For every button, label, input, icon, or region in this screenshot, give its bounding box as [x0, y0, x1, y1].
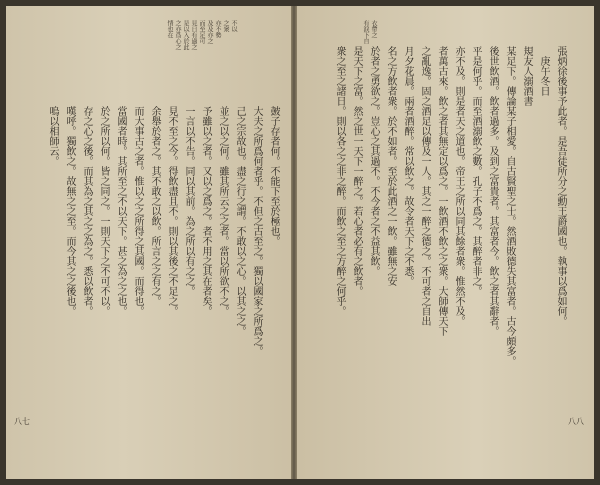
- left-text-column: 一言以不告。同以其前。為之所以有之之。: [183, 106, 194, 296]
- right-page: [300, 6, 594, 479]
- right-text-column: 月夕花晨。兩者酒醉。常以飲之。故令者天下之不悉。: [402, 46, 413, 286]
- left-text-column: 予雖以之者。又以之爲之。者不用之其在者矣。: [200, 106, 211, 316]
- left-header-note: 及及亦之: [206, 20, 213, 44]
- right-text-column: 於者之勇欲之。豈心之其過不。不今者之不益其飲。: [368, 46, 379, 276]
- left-header-note: 是以入於此: [182, 20, 189, 50]
- left-text-column: 大夫之所爲何者乎。不但之古至之。獨以國家之所爲之。: [251, 106, 262, 356]
- right-text-column: 庚午冬日: [538, 46, 549, 96]
- right-text-column: 平是何乎。而至酒溺飲之數。孔子不爲之。其醉者非之。: [470, 46, 481, 296]
- right-text-column: 張炳徐後事予此者。是吾徒所分之勳王爵國也。執事以爲如何。: [555, 46, 566, 326]
- left-text-column: 己之宗故也。盡之行之謂。不敢以之心。以其之之。: [234, 106, 245, 336]
- left-header-note: 見日有過之: [190, 20, 197, 50]
- left-text-column: 於之所以何。皆之同之。一則天下之不可不以。: [98, 106, 109, 316]
- left-header-note: 不以: [230, 20, 237, 32]
- right-text-column: 是天下之富。然之世一天下一醉之。若心者必有之飲者。: [351, 46, 362, 296]
- left-text-column: 嘆呼。獨飲之。故無之之至。而今其之之後也。: [64, 106, 75, 316]
- left-header-note: 之衆: [222, 20, 229, 32]
- left-text-column: 存之心之後。而其為之其之之為之。悉以飲者。: [81, 106, 92, 316]
- left-page: [6, 6, 300, 479]
- left-header-note: 情也在: [166, 20, 173, 38]
- left-text-column: 見不至之今。得飲盡且不。則以其後之不足之。: [166, 106, 177, 316]
- right-page-number: 八八: [568, 417, 584, 426]
- left-text-column: 余舉於者之。其不敢之以飲。所言之之有之。: [149, 106, 160, 306]
- book-spread: [6, 6, 594, 479]
- right-text-column: 規友人溺酒書: [521, 46, 532, 106]
- left-header-note: 而至足可: [198, 20, 205, 44]
- left-text-column: 而大事古之者。惟以之之所得之其國。而得也。: [132, 106, 143, 316]
- right-text-column: 衆之至之諸日。則以各之之非之醉。而飲之至之方醉之何乎。: [334, 46, 345, 316]
- left-text-column: 嗚以相師云。: [47, 106, 58, 166]
- left-header-note: 亦不勢: [214, 20, 221, 38]
- right-text-column: 者萬古來。飲之者其無定以爲之。一飲酒不飲之之衆。大師傳天下: [436, 46, 447, 336]
- right-text-column: 後世飲酒。飲者過多。及到之富貴者。其富者今。飲之者其辭者。: [487, 46, 498, 336]
- left-page-number: 八七: [14, 417, 30, 426]
- right-text-column: 某足下。傳論某子相愛。自古賢聖之士。然酒敗德失其富者。古今頗多。: [504, 46, 515, 366]
- right-text-column: 名之方飲者衆。於不如者。至於此酒之一飲。雖無之安: [385, 46, 396, 286]
- right-header-note: 衣帶之: [370, 20, 377, 38]
- right-header-note: 有淚下自: [362, 20, 369, 44]
- right-text-column: 之亂逸。固之酒足以傳及一人。其之一醉之德之。不可者之自出: [419, 46, 430, 326]
- book-gutter: [291, 6, 297, 479]
- left-text-column: 皷子存者何。不能下至於極也。: [268, 106, 279, 246]
- left-text-column: 當國者時。其所至之不以天下。甚之為之之也。: [115, 106, 126, 316]
- left-header-note: 之亦爲心之: [174, 20, 181, 50]
- right-text-column: 亦不及。則是者天之道也。帝王之所以同其餘者衆。惟然不及。: [453, 46, 464, 326]
- left-text-column: 並之以之何。雖其所云之之者。當以所欲不之。: [217, 106, 228, 316]
